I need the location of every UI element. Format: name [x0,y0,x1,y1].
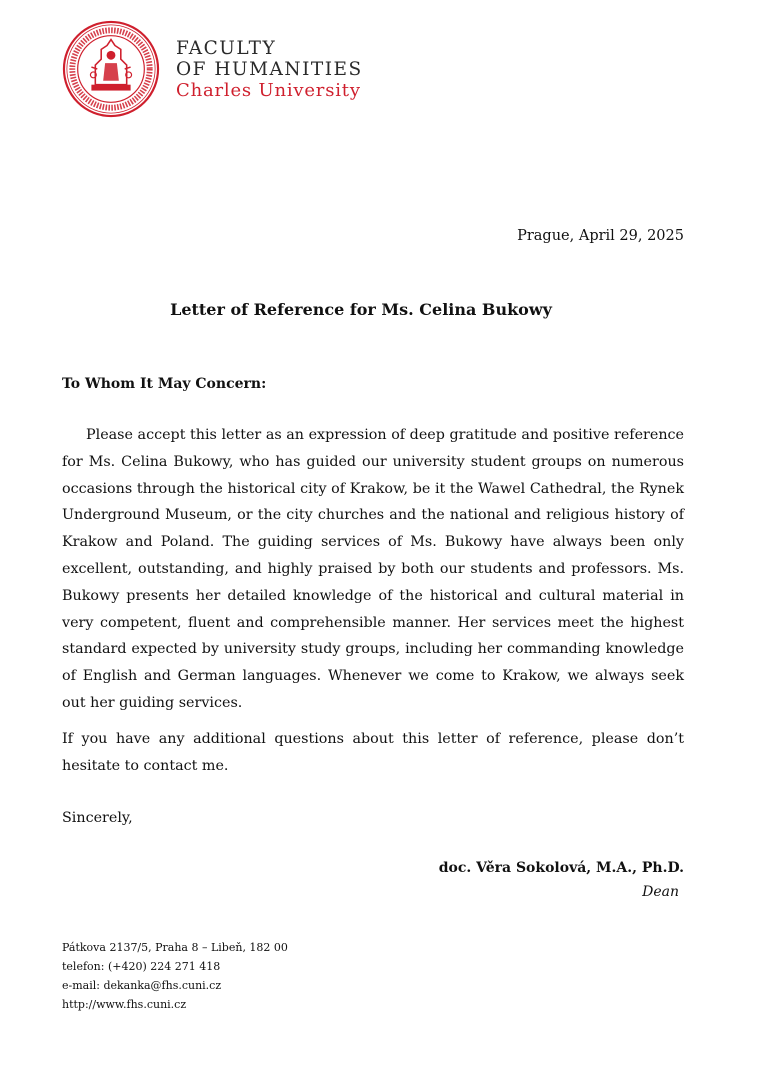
footer-contact [62,938,288,1014]
letter-title: Letter of Reference for Ms. Celina Bukowy [170,300,552,319]
closing: Sincerely, [62,810,133,826]
footer-email[interactable]: e-mail: dekanka@fhs.cuni.cz [62,979,222,992]
letter-date: Prague, April 29, 2025 [517,228,684,244]
logo-line-faculty: FACULTY [176,38,277,59]
footer-address: Pátkova 2137/5, Praha 8 – Libeň, 182 00 [62,941,288,954]
footer-web-link[interactable]: http://www.fhs.cuni.cz [62,998,187,1011]
salutation: To Whom It May Concern: [62,376,267,392]
logo-line-humanities: OF HUMANITIES [176,59,363,80]
signature-name: doc. Věra Sokolová, M.A., Ph.D. [438,860,684,876]
university-seal-icon [62,20,160,118]
footer-phone: telefon: (+420) 224 271 418 [62,960,221,973]
signature-title: Dean [642,884,679,900]
body-paragraph-1: Please accept this letter as an expression of deep gratitude and positive reference for Ms. Celina Bukowy, who has guided our university student groups on numerous occasions through the historical city of Krakow, be it the Wawel Cathedral, the Rynek Underground Museum, or the city churches and the national and religious history of Krakow and Poland. The guiding services of Ms. Bukowy have always been only excellent, outstanding, and highly praised by both our students and professors. Ms. Bukowy presents her detailed knowledge of the historical and cultural material in very competent, fluent and comprehensible manner. Her services meet the highest standard expected by university study groups, including her commanding knowledge of English and German languages. Whenever we come to Krakow, we always seek out her guiding services. [62,427,684,711]
faculty-logo [176,38,363,101]
body-paragraph-2: If you have any additional questions about this letter of reference, please don’t hesitate to contact me. [62,731,684,774]
logo-line-university: Charles University [176,80,361,101]
